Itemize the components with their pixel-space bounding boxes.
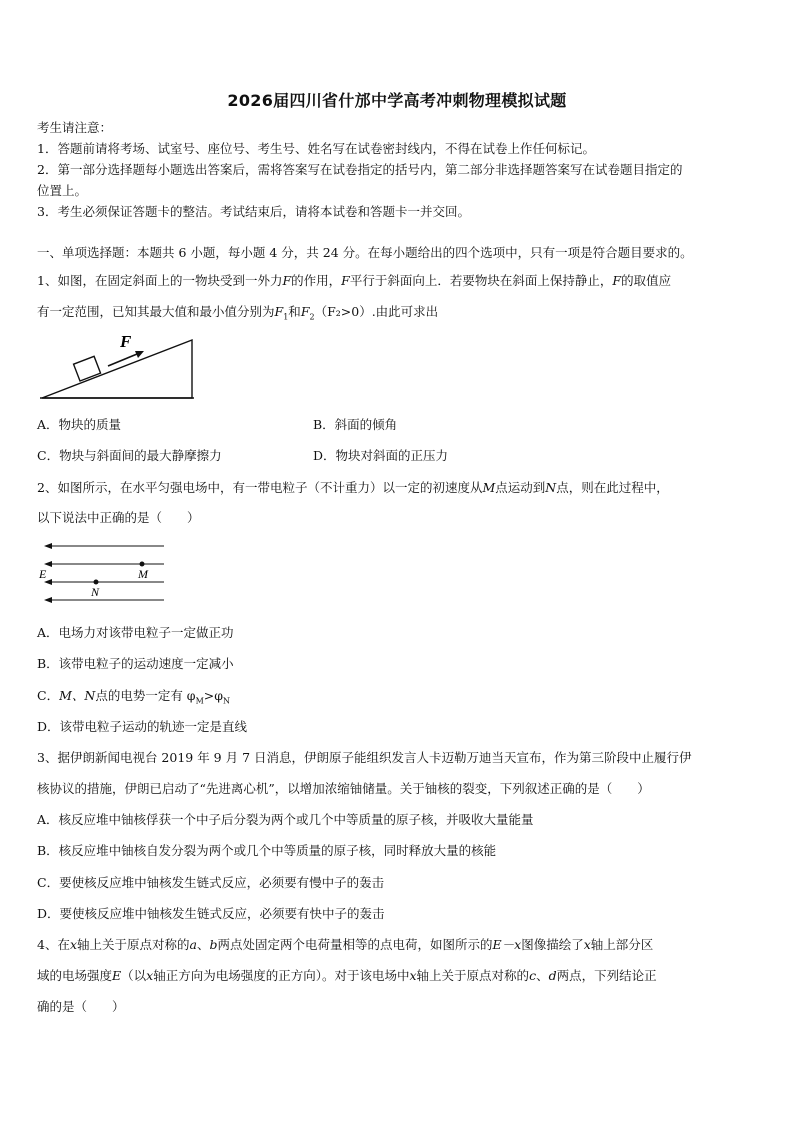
q1-sub: 1 (283, 312, 289, 322)
q2-option-c-text: C． (37, 688, 60, 703)
q1-stem-line1 (37, 273, 671, 289)
incline-figure (40, 328, 200, 403)
q2-stem-line2: 以下说法中正确的是（ ） (37, 510, 200, 525)
q4-var-e: E (112, 968, 122, 983)
q2-option-c-text: 点的电势一定有 φ (95, 688, 196, 703)
q4-stem-line1 (37, 937, 653, 953)
q4-text: 4、在 (37, 937, 70, 952)
q1-var-f: F (341, 273, 350, 288)
q4-text: 轴正方向为电场强度的正方向）。对于该电场中 (153, 968, 410, 983)
q4-stem-line2 (37, 968, 657, 984)
notice-item-1: 1．答题前请将考场、试室号、座位号、考生号、姓名写在试卷密封线内，不得在试卷上作任何标记。 (37, 141, 595, 156)
q1-text: 平行于斜面向上．若要物块在斜面上保持静止， (349, 273, 613, 288)
q3-option-c[interactable]: C．要使核反应堆中铀核发生链式反应，必须要有慢中子的轰击 (37, 875, 385, 890)
q2-option-c[interactable] (37, 688, 230, 710)
q1-var-f1: F (274, 304, 284, 319)
q2-option-c-sub: N (223, 696, 230, 706)
q4-var-x: x (409, 968, 417, 983)
q4-text: 轴上部分区 (590, 937, 654, 952)
q4-text: 、 (196, 937, 210, 952)
q2-var-m: M (482, 480, 496, 495)
q1-option-d[interactable]: D．物块对斜面的正压力 (313, 448, 449, 463)
q2-option-a[interactable]: A．电场力对该带电粒子一定做正功 (37, 625, 234, 640)
q1-text: 1、如图，在固定斜面上的一物块受到一外力 (37, 273, 283, 288)
q1-stem-line2 (37, 304, 438, 326)
q1-option-a[interactable]: A．物块的质量 (37, 417, 122, 432)
notice-item-3: 3．考生必须保证答题卡的整洁。考试结束后，请将本试卷和答题卡一并交回。 (37, 204, 470, 219)
q1-var-f2: F (300, 304, 310, 319)
q1-option-c[interactable]: C．物块与斜面间的最大静摩擦力 (37, 448, 222, 463)
page-title: 2026届四川省什邡中学高考冲刺物理模拟试题 (227, 91, 567, 110)
point-m (140, 562, 145, 567)
q4-text: 两点处固定两个电荷量相等的点电荷，如图所示的 (217, 937, 493, 952)
q1-text: （F₂>0）.由此可求出 (314, 304, 439, 319)
q4-stem-line3: 确的是（ ） (37, 999, 125, 1014)
q2-stem-line1 (37, 480, 669, 496)
q4-text: 域的电场强度 (37, 968, 113, 983)
q1-option-b[interactable]: B．斜面的倾角 (313, 417, 398, 432)
q1-text: 的作用， (291, 273, 342, 288)
q4-text: （以 (121, 968, 147, 983)
q3-stem-line1: 3、据伊朗新闻电视台 2019 年 9 月 7 日消息，伊朗原子能组织发言人卡迈勒万迪当天宣布，作为第三阶段中止履行伊 (37, 750, 692, 765)
section-header: 一、单项选择题：本题共 6 小题，每小题 4 分，共 24 分。在每小题给出的四个选项中，只有一项是符合题目要求的。 (37, 245, 693, 260)
q4-var-d: d (548, 968, 557, 983)
q4-var-x: x (583, 937, 591, 952)
q4-text: 轴上关于原点对称的 (416, 968, 530, 983)
q4-var-ex: E－x (492, 937, 522, 952)
q2-var-n: N (545, 480, 557, 495)
q4-var-c: c (529, 968, 537, 983)
notice-item-2: 2．第一部分选择题每小题选出答案后，需将答案写在试卷指定的括号内，第二部分非选择题答案写在试卷题目指定的 (37, 162, 683, 177)
field-label-e: E (39, 567, 47, 581)
q1-text: 的取值应 (621, 273, 672, 288)
q4-var-x: x (146, 968, 154, 983)
q2-text: 2、如图所示，在水平匀强电场中，有一带电粒子（不计重力）以一定的初速度从 (37, 480, 483, 495)
q4-var-a: a (189, 937, 197, 952)
q4-text: 图像描绘了 (521, 937, 584, 952)
point-m-label: M (138, 567, 148, 581)
field-arrowhead-4 (44, 597, 52, 603)
q3-option-d[interactable]: D．要使核反应堆中铀核发生链式反应，必须要有快中子的轰击 (37, 906, 385, 921)
q4-text: 、 (536, 968, 549, 983)
q2-option-d[interactable]: D．该带电粒子运动的轨迹一定是直线 (37, 719, 248, 734)
q3-option-b[interactable]: B．核反应堆中铀核自发分裂为两个或几个中等质量的原子核，同时释放大量的核能 (37, 843, 497, 858)
q1-var-f: F (612, 273, 622, 288)
q2-text: 点，则在此过程中， (556, 480, 669, 495)
q1-text: 有一定范围，已知其最大值和最小值分别为 (37, 304, 275, 319)
incline-slope (42, 340, 192, 398)
q1-text: 和 (288, 304, 301, 319)
point-n-label: N (91, 585, 100, 599)
field-arrowhead-1 (44, 543, 52, 549)
notice-item-2-cont: 位置上。 (37, 183, 88, 198)
q2-option-c-text: >φ (203, 688, 223, 703)
q4-text: 轴上关于原点对称的 (77, 937, 190, 952)
notice-heading: 考生请注意： (37, 120, 113, 135)
field-figure (38, 540, 168, 606)
q1-sub: 2 (309, 312, 315, 322)
q2-text: 点运动到 (495, 480, 546, 495)
force-label: F (120, 332, 132, 351)
q4-text: 两点，下列结论正 (556, 968, 657, 983)
q2-option-c-vars: M、N (59, 688, 96, 703)
q3-stem-line2: 核协议的措施，伊朗已启动了“先进离心机”，以增加浓缩铀储量。关于铀核的裂变，下列叙述正确的是（ ） (37, 781, 650, 796)
q2-option-c-sub: M (195, 696, 204, 706)
point-n (94, 580, 99, 585)
q2-option-b[interactable]: B．该带电粒子的运动速度一定减小 (37, 656, 234, 671)
q3-option-a[interactable]: A．核反应堆中铀核俘获一个中子后分裂为两个或几个中等质量的原子核，并吸收大量能量 (37, 812, 534, 827)
q4-var-b: b (209, 937, 218, 952)
q4-var-x: x (69, 937, 78, 952)
q1-var-f: F (282, 273, 292, 288)
